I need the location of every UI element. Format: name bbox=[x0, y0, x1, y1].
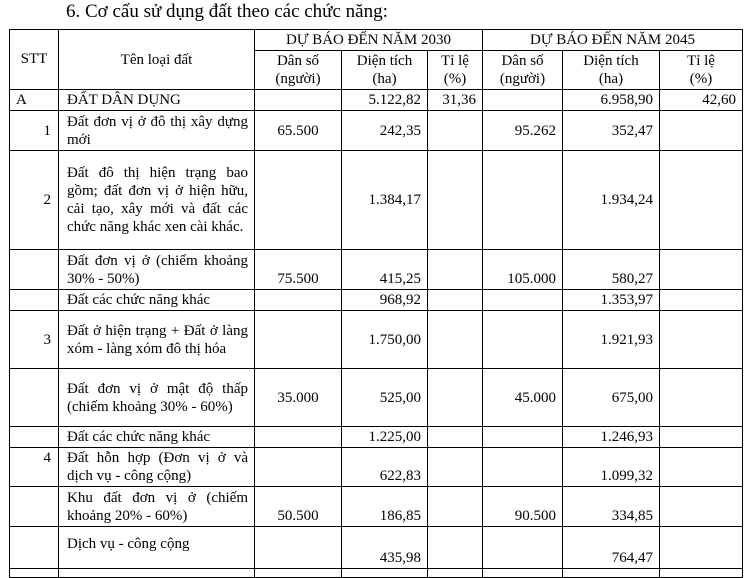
cell-stt: A bbox=[10, 90, 59, 111]
header-population-2030: Dân số (người) bbox=[255, 51, 342, 90]
table-row bbox=[10, 527, 743, 569]
cell-empty bbox=[342, 569, 428, 578]
header-ratio-2045: Tỉ lệ (%) bbox=[660, 51, 743, 90]
cell-area-2030: 186,85 bbox=[342, 487, 428, 527]
cell-pop-2030 bbox=[255, 290, 342, 311]
cell-ratio-2030 bbox=[428, 290, 483, 311]
cell-ratio-2045: 42,60 bbox=[660, 90, 743, 111]
header-stt: STT bbox=[10, 30, 59, 90]
cell-ratio-2045 bbox=[660, 151, 743, 250]
cell-pop-2045 bbox=[483, 527, 563, 569]
header-land-type: Tên loại đất bbox=[59, 30, 255, 90]
cell-area-2030: 5.122,82 bbox=[342, 90, 428, 111]
cell-area-2045: 1.246,93 bbox=[563, 427, 660, 448]
cell-pop-2030 bbox=[255, 311, 342, 369]
cell-area-2045: 675,00 bbox=[563, 369, 660, 427]
cell-area-2045: 1.353,97 bbox=[563, 290, 660, 311]
cell-land-type: Đất đơn vị ở đô thị xây dựng mới bbox=[59, 111, 255, 151]
cell-area-2045: 1.934,24 bbox=[563, 151, 660, 250]
cell-pop-2045 bbox=[483, 448, 563, 487]
table-row bbox=[10, 311, 743, 369]
cell-ratio-2030 bbox=[428, 527, 483, 569]
header-forecast-2030: DỰ BÁO ĐẾN NĂM 2030 bbox=[255, 30, 483, 51]
cell-pop-2030: 35.000 bbox=[255, 369, 342, 427]
cell-empty bbox=[563, 569, 660, 578]
cell-land-type: ĐẤT DÂN DỤNG bbox=[59, 90, 255, 111]
cell-ratio-2045 bbox=[660, 290, 743, 311]
header-forecast-2045: DỰ BÁO ĐẾN NĂM 2045 bbox=[483, 30, 743, 51]
cell-stt bbox=[10, 527, 59, 569]
cell-area-2045: 764,47 bbox=[563, 527, 660, 569]
cell-pop-2045 bbox=[483, 151, 563, 250]
cell-ratio-2030: 31,36 bbox=[428, 90, 483, 111]
cell-pop-2030 bbox=[255, 427, 342, 448]
cell-land-type: Đất các chức năng khác bbox=[59, 427, 255, 448]
cell-pop-2045: 90.500 bbox=[483, 487, 563, 527]
cell-empty bbox=[10, 569, 59, 578]
cell-ratio-2045 bbox=[660, 250, 743, 290]
cell-stt: 3 bbox=[10, 311, 59, 369]
cell-pop-2030 bbox=[255, 151, 342, 250]
cell-area-2030: 1.384,17 bbox=[342, 151, 428, 250]
cell-land-type: Đất các chức năng khác bbox=[59, 290, 255, 311]
cell-empty bbox=[483, 569, 563, 578]
cell-land-type: Đất ở hiện trạng + Đất ở làng xóm - làng xóm đô thị hóa bbox=[59, 311, 255, 369]
cell-ratio-2030 bbox=[428, 311, 483, 369]
table-row bbox=[10, 369, 743, 427]
cell-pop-2045 bbox=[483, 311, 563, 369]
cell-stt bbox=[10, 427, 59, 448]
cell-ratio-2045 bbox=[660, 448, 743, 487]
cell-area-2045: 580,27 bbox=[563, 250, 660, 290]
header-ratio-2030: Tỉ lệ (%) bbox=[428, 51, 483, 90]
cell-ratio-2030 bbox=[428, 369, 483, 427]
cell-pop-2030: 65.500 bbox=[255, 111, 342, 151]
cell-land-type: Dịch vụ - công cộng bbox=[59, 527, 255, 569]
cell-empty bbox=[660, 569, 743, 578]
header-row-top bbox=[10, 30, 743, 51]
cell-area-2030: 525,00 bbox=[342, 369, 428, 427]
cell-pop-2045: 105.000 bbox=[483, 250, 563, 290]
cell-ratio-2045 bbox=[660, 487, 743, 527]
cell-area-2030: 415,25 bbox=[342, 250, 428, 290]
cell-ratio-2030 bbox=[428, 111, 483, 151]
cell-ratio-2045 bbox=[660, 111, 743, 151]
cell-area-2045: 334,85 bbox=[563, 487, 660, 527]
cell-area-2045: 352,47 bbox=[563, 111, 660, 151]
cell-pop-2045: 45.000 bbox=[483, 369, 563, 427]
land-use-table bbox=[9, 29, 743, 578]
cell-land-type: Đất đơn vị ở (chiếm khoảng 30% - 50%) bbox=[59, 250, 255, 290]
table-row bbox=[10, 427, 743, 448]
cell-area-2045: 1.099,32 bbox=[563, 448, 660, 487]
cell-ratio-2030 bbox=[428, 250, 483, 290]
table-row bbox=[10, 487, 743, 527]
cell-ratio-2045 bbox=[660, 427, 743, 448]
cell-ratio-2045 bbox=[660, 311, 743, 369]
cell-stt: 1 bbox=[10, 111, 59, 151]
cell-ratio-2045 bbox=[660, 369, 743, 427]
cell-pop-2045 bbox=[483, 90, 563, 111]
table-row bbox=[10, 90, 743, 111]
cell-stt: 2 bbox=[10, 151, 59, 250]
cell-area-2030: 435,98 bbox=[342, 527, 428, 569]
header-area-2030: Diện tích (ha) bbox=[342, 51, 428, 90]
table-row-cut-off bbox=[10, 569, 743, 578]
cell-pop-2030 bbox=[255, 90, 342, 111]
cell-pop-2045 bbox=[483, 290, 563, 311]
cell-pop-2045: 95.262 bbox=[483, 111, 563, 151]
cell-ratio-2030 bbox=[428, 427, 483, 448]
cell-stt: 4 bbox=[10, 448, 59, 487]
cell-ratio-2030 bbox=[428, 151, 483, 250]
cell-empty bbox=[255, 569, 342, 578]
table-row bbox=[10, 111, 743, 151]
cell-land-type: Khu đất đơn vị ở (chiếm khoảng 20% - 60%) bbox=[59, 487, 255, 527]
cell-stt bbox=[10, 487, 59, 527]
cell-stt bbox=[10, 290, 59, 311]
cell-pop-2030 bbox=[255, 448, 342, 487]
cell-ratio-2030 bbox=[428, 448, 483, 487]
cell-ratio-2045 bbox=[660, 527, 743, 569]
cell-pop-2030: 50.500 bbox=[255, 487, 342, 527]
cell-ratio-2030 bbox=[428, 487, 483, 527]
cell-pop-2045 bbox=[483, 427, 563, 448]
table-row bbox=[10, 250, 743, 290]
cell-land-type: Đất hỗn hợp (Đơn vị ở và dịch vụ - công cộng) bbox=[59, 448, 255, 487]
table-row bbox=[10, 290, 743, 311]
cell-area-2045: 1.921,93 bbox=[563, 311, 660, 369]
cell-area-2030: 1.750,00 bbox=[342, 311, 428, 369]
cell-area-2030: 968,92 bbox=[342, 290, 428, 311]
cell-empty bbox=[428, 569, 483, 578]
cell-area-2030: 1.225,00 bbox=[342, 427, 428, 448]
cell-area-2030: 622,83 bbox=[342, 448, 428, 487]
table-row bbox=[10, 448, 743, 487]
section-heading: 6. Cơ cấu sử dụng đất theo các chức năng: bbox=[66, 1, 388, 22]
header-population-2045: Dân số (người) bbox=[483, 51, 563, 90]
cell-empty bbox=[59, 569, 255, 578]
cell-stt bbox=[10, 250, 59, 290]
cell-area-2030: 242,35 bbox=[342, 111, 428, 151]
cell-pop-2030: 75.500 bbox=[255, 250, 342, 290]
cell-land-type: Đất đơn vị ở mật độ thấp (chiếm khoảng 30% - 60%) bbox=[59, 369, 255, 427]
cell-pop-2030 bbox=[255, 527, 342, 569]
cell-stt bbox=[10, 369, 59, 427]
cell-area-2045: 6.958,90 bbox=[563, 90, 660, 111]
header-area-2045: Diện tích (ha) bbox=[563, 51, 660, 90]
cell-land-type: Đất đô thị hiện trạng bao gồm; đất đơn vị ở hiện hữu, cải tạo, xây mới và đất các chức năng khác xen cài khác. bbox=[59, 151, 255, 250]
table-row bbox=[10, 151, 743, 250]
